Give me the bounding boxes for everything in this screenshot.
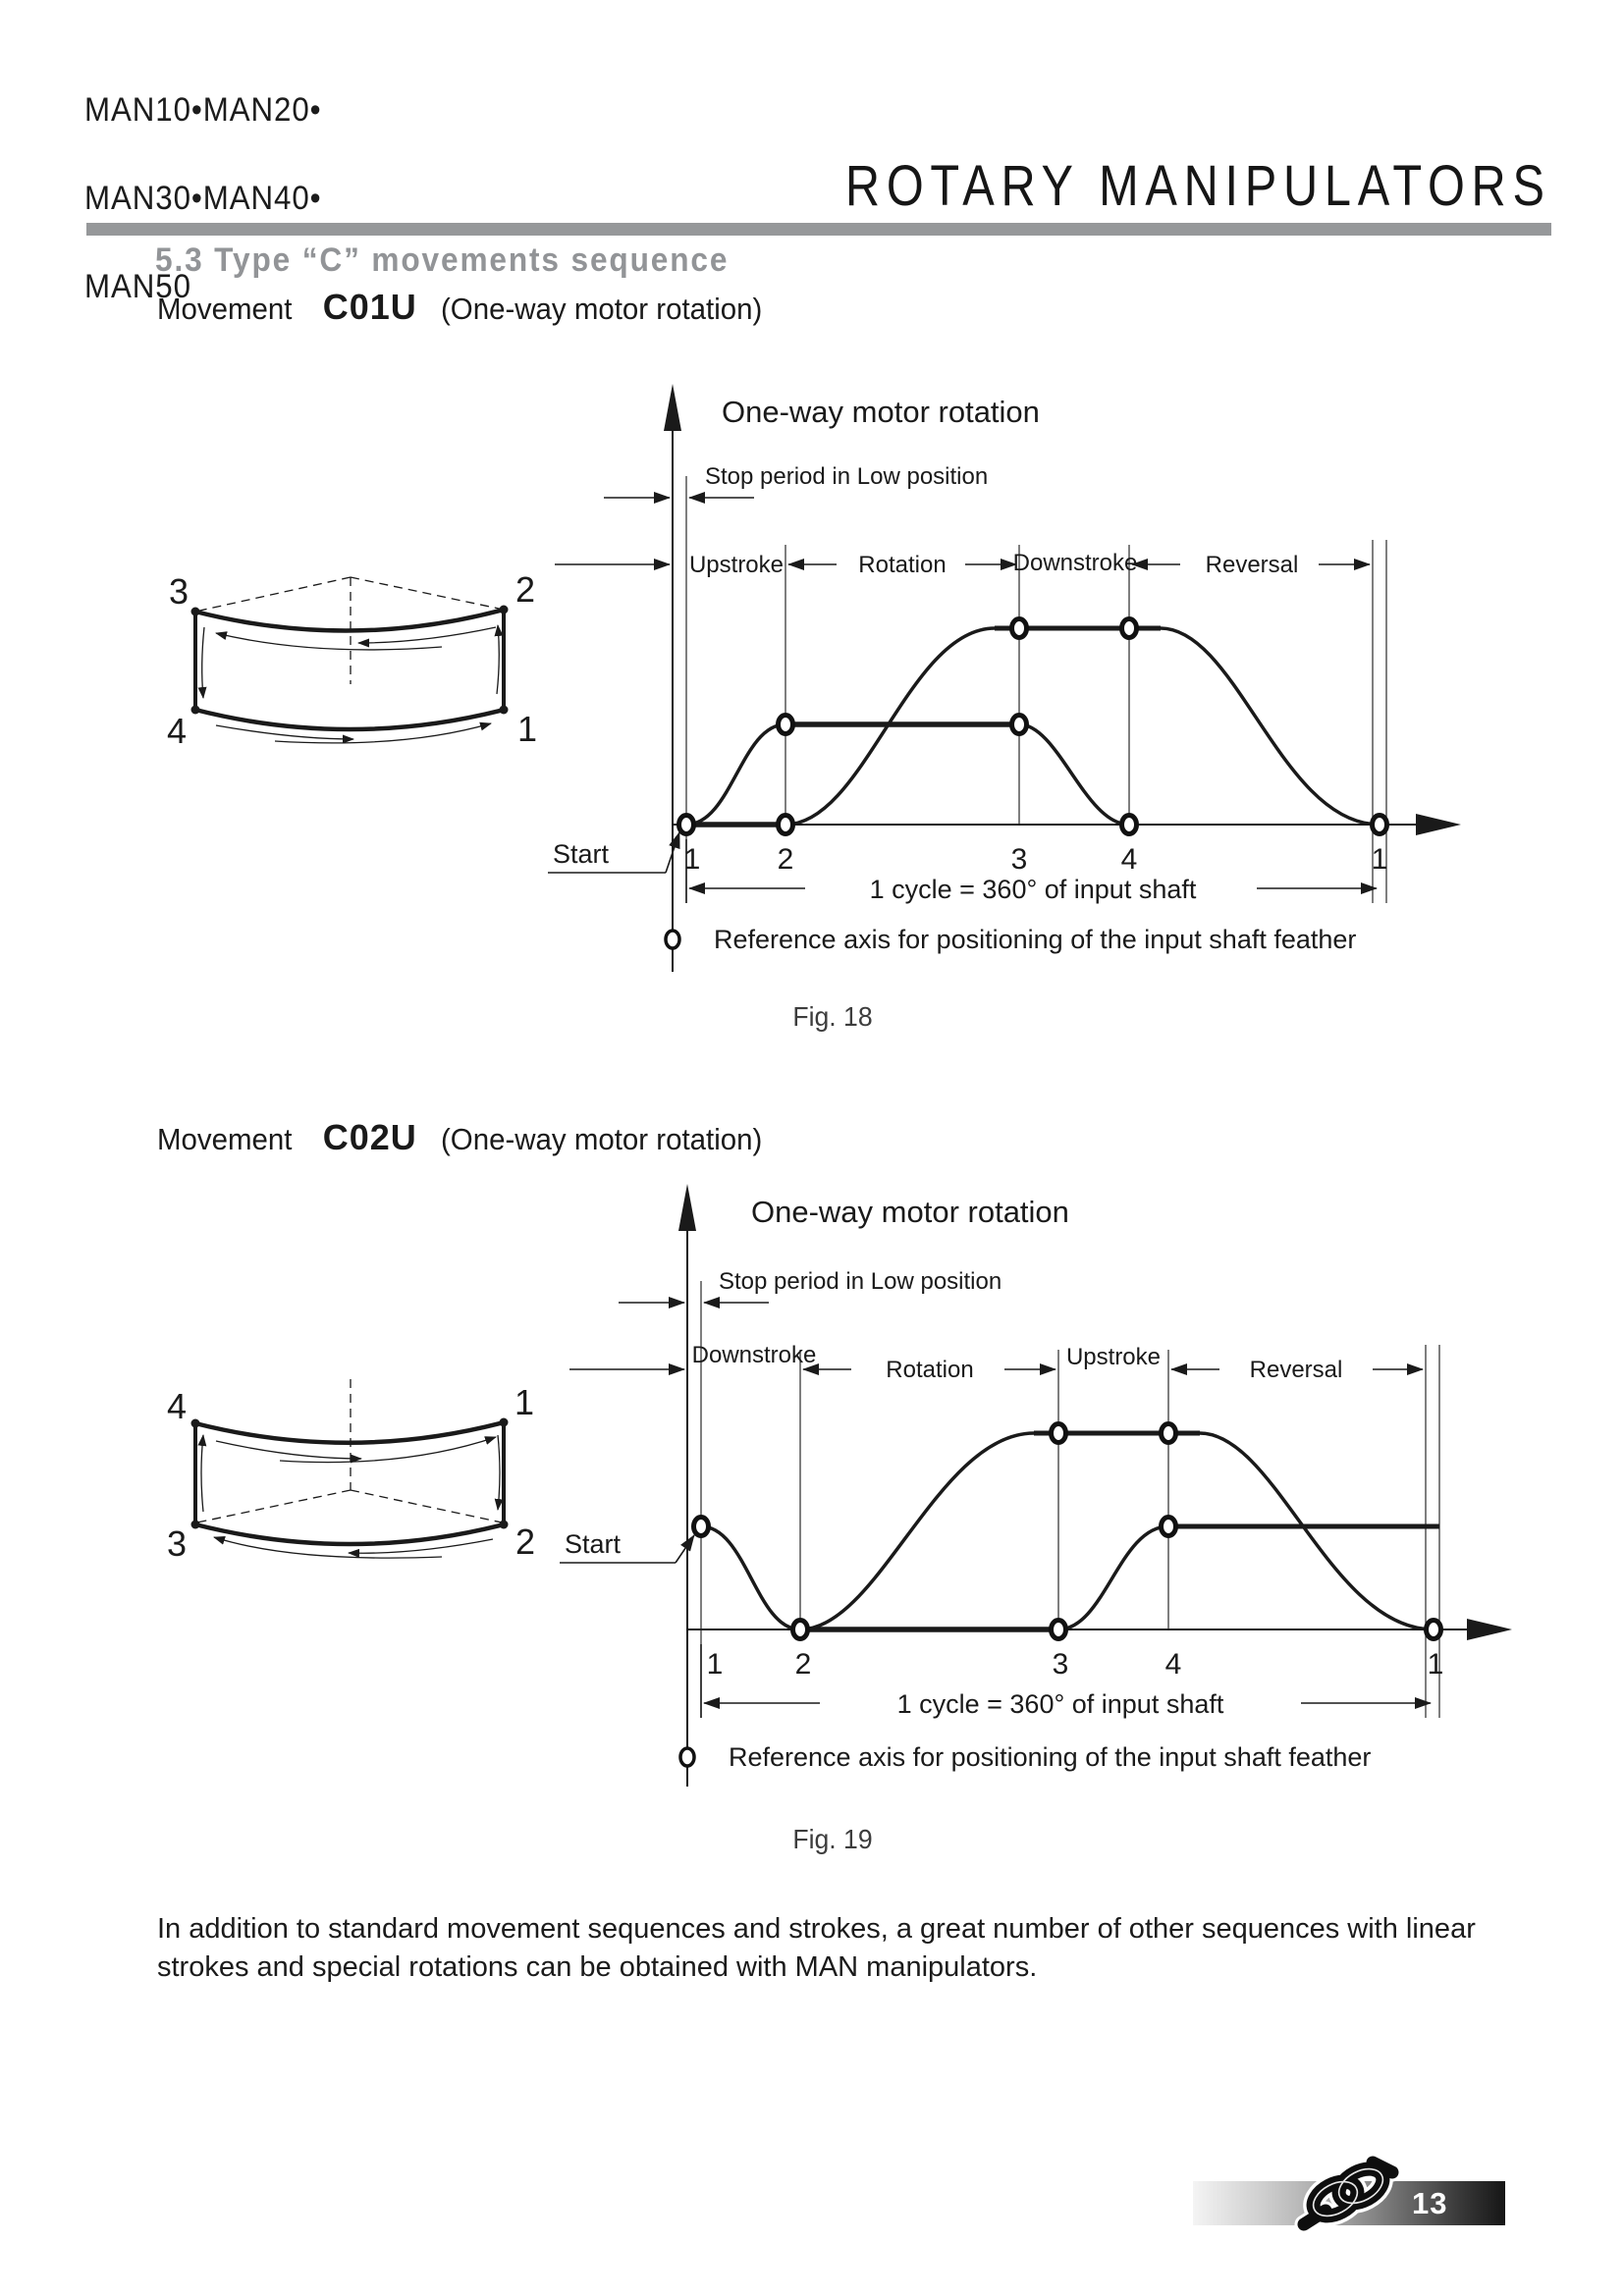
point-2: 2 xyxy=(794,1648,812,1681)
y-axis-arrow-icon xyxy=(664,384,681,431)
x-axis-arrow-icon xyxy=(1467,1619,1512,1640)
drum-bottom-edge xyxy=(195,710,504,729)
timing-diagram-c02u xyxy=(118,1178,1561,1806)
figure-caption-18: Fig. 18 xyxy=(792,1001,873,1032)
reversal-curve xyxy=(1161,628,1380,825)
downstroke-curve xyxy=(701,1526,800,1629)
point-1: 1 xyxy=(706,1648,724,1681)
brand-knot-logo-icon xyxy=(1294,2146,1404,2240)
corner-label-top-right: 2 xyxy=(514,569,536,610)
figure-caption-19: Fig. 19 xyxy=(792,1824,873,1854)
drum-top-edge xyxy=(195,610,504,631)
y-axis-arrow-icon xyxy=(678,1184,696,1231)
reversal-curve xyxy=(1200,1433,1434,1629)
corner-label-bottom-right: 1 xyxy=(516,709,538,749)
phase-label-1: Downstroke xyxy=(691,1342,817,1368)
drum-side-edges xyxy=(195,610,504,710)
phase-label-2: Rotation xyxy=(886,1357,974,1383)
phase-label-3: Downstroke xyxy=(1012,550,1138,576)
reference-label: Reference axis for positioning of the input shaft feather xyxy=(729,1742,1372,1772)
model-line-3: MAN50 xyxy=(84,268,191,305)
drum-top-edge xyxy=(195,1422,504,1443)
movement-code: C01U xyxy=(322,287,417,327)
movement-mode: (One-way motor rotation) xyxy=(440,1122,763,1156)
header-divider-bar xyxy=(86,223,1551,236)
corner-label-top-left: 4 xyxy=(166,1386,188,1426)
point-1-end: 1 xyxy=(1371,843,1388,876)
drum-sector-diagram-c01u xyxy=(191,577,509,743)
movement-label: Movement xyxy=(157,1122,293,1156)
drum-bottom-edge xyxy=(195,1524,504,1544)
upstroke-curve xyxy=(686,724,785,825)
timing-diagram-c01u xyxy=(118,378,1551,998)
curves-c02u xyxy=(701,1433,1439,1629)
x-axis-arrow-icon xyxy=(1416,814,1461,835)
cycle-label: 1 cycle = 360° of input shaft xyxy=(896,1689,1224,1719)
corner-label-bottom-right: 2 xyxy=(514,1522,536,1562)
reference-axis-icon xyxy=(666,931,679,948)
point-1: 1 xyxy=(683,843,701,876)
upstroke-curve xyxy=(1058,1526,1168,1629)
phase-label-4: Reversal xyxy=(1249,1357,1343,1383)
movement-label: Movement xyxy=(157,292,293,326)
body-paragraph: In addition to standard movement sequences and strokes, a great number of other sequences with linear strokes and special rotations can be obtained with MAN manipulators. xyxy=(157,1913,1476,1983)
drum-side-edges xyxy=(195,1422,504,1524)
model-line-2: MAN30•MAN40• xyxy=(84,180,322,217)
start-label: Start xyxy=(553,839,610,869)
corner-label-bottom-left: 3 xyxy=(166,1523,188,1564)
page-title: ROTARY MANIPULATORS xyxy=(845,154,1551,218)
corner-label-top-left: 3 xyxy=(168,571,189,612)
cycle-label: 1 cycle = 360° of input shaft xyxy=(869,875,1197,904)
movement-heading-c02u xyxy=(157,1117,779,1158)
section-heading: 5.3 Type “C” movements sequence xyxy=(155,241,730,279)
point-2: 2 xyxy=(777,843,794,876)
stop-period-label: Stop period in Low position xyxy=(719,1268,1002,1295)
phase-label-2: Rotation xyxy=(858,552,947,578)
phase-label-4: Reversal xyxy=(1205,552,1299,578)
phase-label-1: Upstroke xyxy=(688,552,785,578)
reference-label: Reference axis for positioning of the input shaft feather xyxy=(714,925,1357,954)
point-3: 3 xyxy=(1010,843,1028,876)
phase-label-3: Upstroke xyxy=(1065,1344,1162,1370)
rotation-rise-curve xyxy=(800,1433,1034,1629)
drum-corner-labels-c01u xyxy=(167,569,537,751)
point-4: 4 xyxy=(1120,843,1138,876)
movement-code: C02U xyxy=(322,1117,417,1157)
chart-title: One-way motor rotation xyxy=(751,1195,1069,1229)
chart-title: One-way motor rotation xyxy=(722,395,1040,429)
point-numbers-c01u xyxy=(684,843,1388,876)
movement-mode: (One-way motor rotation) xyxy=(440,292,763,326)
model-line-1: MAN10•MAN20• xyxy=(84,91,322,129)
gridlines-c01u xyxy=(683,476,1386,903)
point-3: 3 xyxy=(1052,1648,1069,1681)
corner-label-top-right: 1 xyxy=(514,1382,535,1422)
page-number: 13 xyxy=(1412,2186,1448,2220)
drum-sector-diagram-c02u xyxy=(191,1379,509,1558)
point-1-end: 1 xyxy=(1427,1648,1444,1681)
start-label: Start xyxy=(565,1529,622,1559)
point-numbers-c02u xyxy=(707,1648,1444,1681)
point-markers-c02u xyxy=(694,1424,1441,1639)
stop-period-label: Stop period in Low position xyxy=(705,463,989,490)
phase-labels-c02u xyxy=(692,1342,1343,1383)
point-4: 4 xyxy=(1164,1648,1182,1681)
drum-axis-dashed-lines xyxy=(197,1379,502,1522)
reference-axis-icon xyxy=(680,1748,694,1766)
downstroke-curve xyxy=(1019,724,1129,825)
movement-heading-c01u xyxy=(157,287,779,328)
corner-label-bottom-left: 4 xyxy=(166,711,188,751)
